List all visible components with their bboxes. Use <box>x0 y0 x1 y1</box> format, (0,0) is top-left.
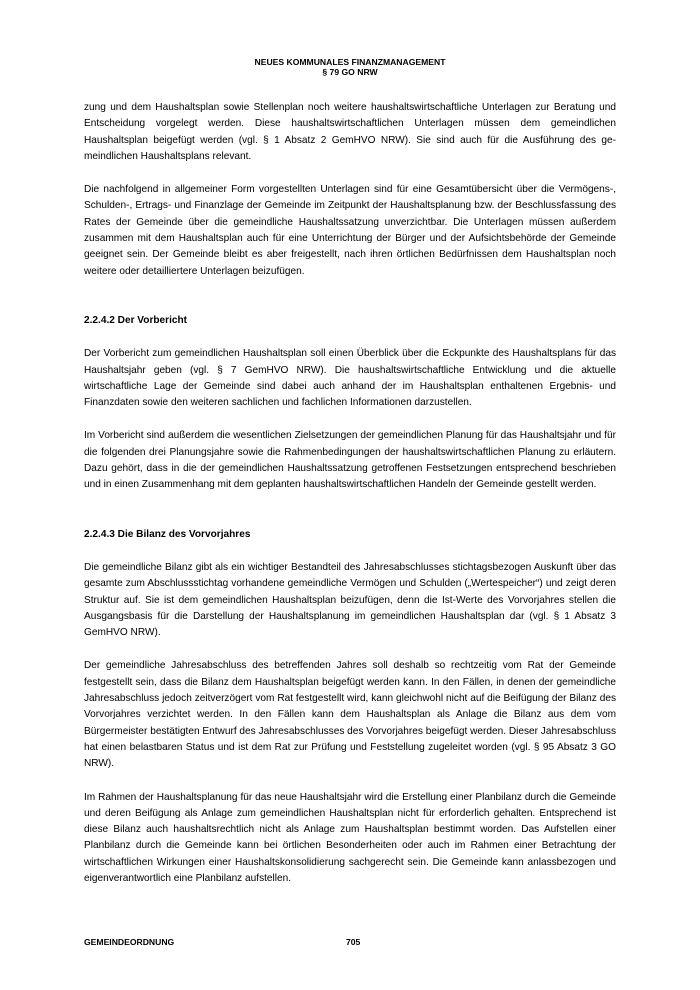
paragraph: Im Rahmen der Haushaltsplanung für das neue Haushaltsjahr wird die Erstellung einer Planbilanz durch die Gemeinde und deren Beifügung als Anlage zum gemeindlichen Haushaltsplan nicht für erforderlich gehalten. Entsprechend ist diese Bilanz auch haushaltsrechtlich nicht als Anlage zum Haushaltsplan bestimmt worden. Das Aufstellen einer Planbilanz durch die Gemeinde kann bei örtlichen Besonderheiten oder auch im Rahmen einer Betrachtung der wirtschaftlichen Wirkungen einer Haushaltskonsolidierung sachgerecht sein. Die Gemeinde kann anlassbezogen und eigenverantwortlich eine Planbilanz aufstellen. <box>84 791 616 884</box>
footer-label: GEMEINDEORDNUNG <box>84 937 175 947</box>
section-heading: 2.2.4.3 Die Bilanz des Vorvorjahres <box>84 528 251 540</box>
header-section: § 79 GO NRW <box>322 67 378 77</box>
section-heading: 2.2.4.2 Der Vorbericht <box>84 314 188 326</box>
paragraph: Die gemeindliche Bilanz gibt als ein wichtiger Bestandteil des Jahresabschlusses stichtagsbezogen Auskunft über das gesamte zum Abschlussstichtag vorhandene gemeindliche Vermögen und Schulden („Wertespeicher“) und zeigt deren Struktur auf. Sie ist dem gemeindlichen Haushaltsplan beizufügen, denn die Ist-Werte des Vorvorjahres stellen die Ausgangsbasis für die Darstellung der Haushaltsplanung im gemeindlichen Haushaltsplan dar (vgl. § 1 Absatz 3 GemHVO NRW). <box>84 561 616 639</box>
paragraph: zung und dem Haushaltsplan sowie Stellenplan noch weitere haushaltswirtschaftliche Unterlagen zur Beratung und Entscheidung vorgelegt werden. Diese haushaltswirtschaftlichen Unterlagen müssen dem gemeindlichen Haushaltsplan beigefügt werden (vgl. § 1 Absatz 2 GemHVO NRW). Sie sind auch für die Ausführung des gemeindlichen Haushaltsplans relevant. <box>84 102 616 162</box>
paragraph: Im Vorbericht sind außerdem die wesentlichen Zielsetzungen der gemeindlichen Planung für das Haushaltsjahr und für die folgenden drei Planungsjahre sowie die Rahmenbedingungen der haushaltswirtschaftlichen Planung zu erläutern. Dazu gehört, dass in die der gemeindlichen Haushaltssatzung getroffenen Festsetzungen entsprechend beschrieben und in einen Zusammenhang mit dem geplanten haushaltswirtschaftlichen Handeln der Gemeinde gestellt werden. <box>84 430 616 491</box>
paragraph: Die nachfolgend in allgemeiner Form vorgestellten Unterlagen sind für eine Gesamtübersicht über die Vermögens-, Schulden-, Ertrags- und Finanzlage der Gemeinde im Zeitpunkt der Haushaltsplanung bzw. der Beschlussfassung des Rates der Gemeinde über die gemeindliche Haushaltssatzung unverzichtbar. Die Unterlagen müssen außerdem zusammen mit dem Haushaltsplan auch für eine Unterrichtung der Bürger und der Aufsichtsbehörde der Gemeinde geeignet sein. Der Gemeinde bleibt es aber freigestellt, nach ihren örtlichen Bedürfnissen dem Haushaltsplan noch weitere oder detailliertere Unterlagen beizufügen. <box>84 184 616 277</box>
page-number: 705 <box>346 937 361 947</box>
page-body <box>84 100 616 887</box>
page-footer <box>84 937 616 947</box>
running-header <box>0 57 700 77</box>
header-title: NEUES KOMMUNALES FINANZMANAGEMENT <box>254 57 446 67</box>
paragraph: Der gemeindliche Jahresabschluss des betreffenden Jahres soll deshalb so rechtzeitig vom Rat der Gemeinde festgestellt sein, dass die Bilanz dem Haushaltsplan beigefügt werden kann. In den Fällen, in denen der gemeindliche Jahresabschluss jedoch zeitverzögert vom Rat festgestellt wird, kann gleichwohl nicht auf die Beifügung der Bilanz des Vorvorjahres verzichtet werden. In den Fällen kann dem Haushaltsplan als Anlage die Bilanz aus dem vom Bürgermeister bestätigten Entwurf des Jahresabschlusses des Vorvorjahres beigefügt werden. Dieser Jahresabschluss hat einen belastbaren Status und ist dem Rat zur Prüfung und Feststellung zugeleitet worden (vgl. § 95 Absatz 3 GO NRW). <box>84 660 616 770</box>
paragraph: Der Vorbericht zum gemeindlichen Haushaltsplan soll einen Überblick über die Eckpunkte des Haushaltsplans für das Haushaltsjahr geben (vgl. § 7 GemHVO NRW). Die haushaltswirtschaftliche Entwicklung und die aktuelle wirtschaftliche Lage der Gemeinde sind dabei auch anhand der im Haushaltsplan enthaltenen Ergebnis- und Finanzdaten sowie den weiteren sachlichen und fachlichen Informationen darzustellen. <box>84 348 616 409</box>
